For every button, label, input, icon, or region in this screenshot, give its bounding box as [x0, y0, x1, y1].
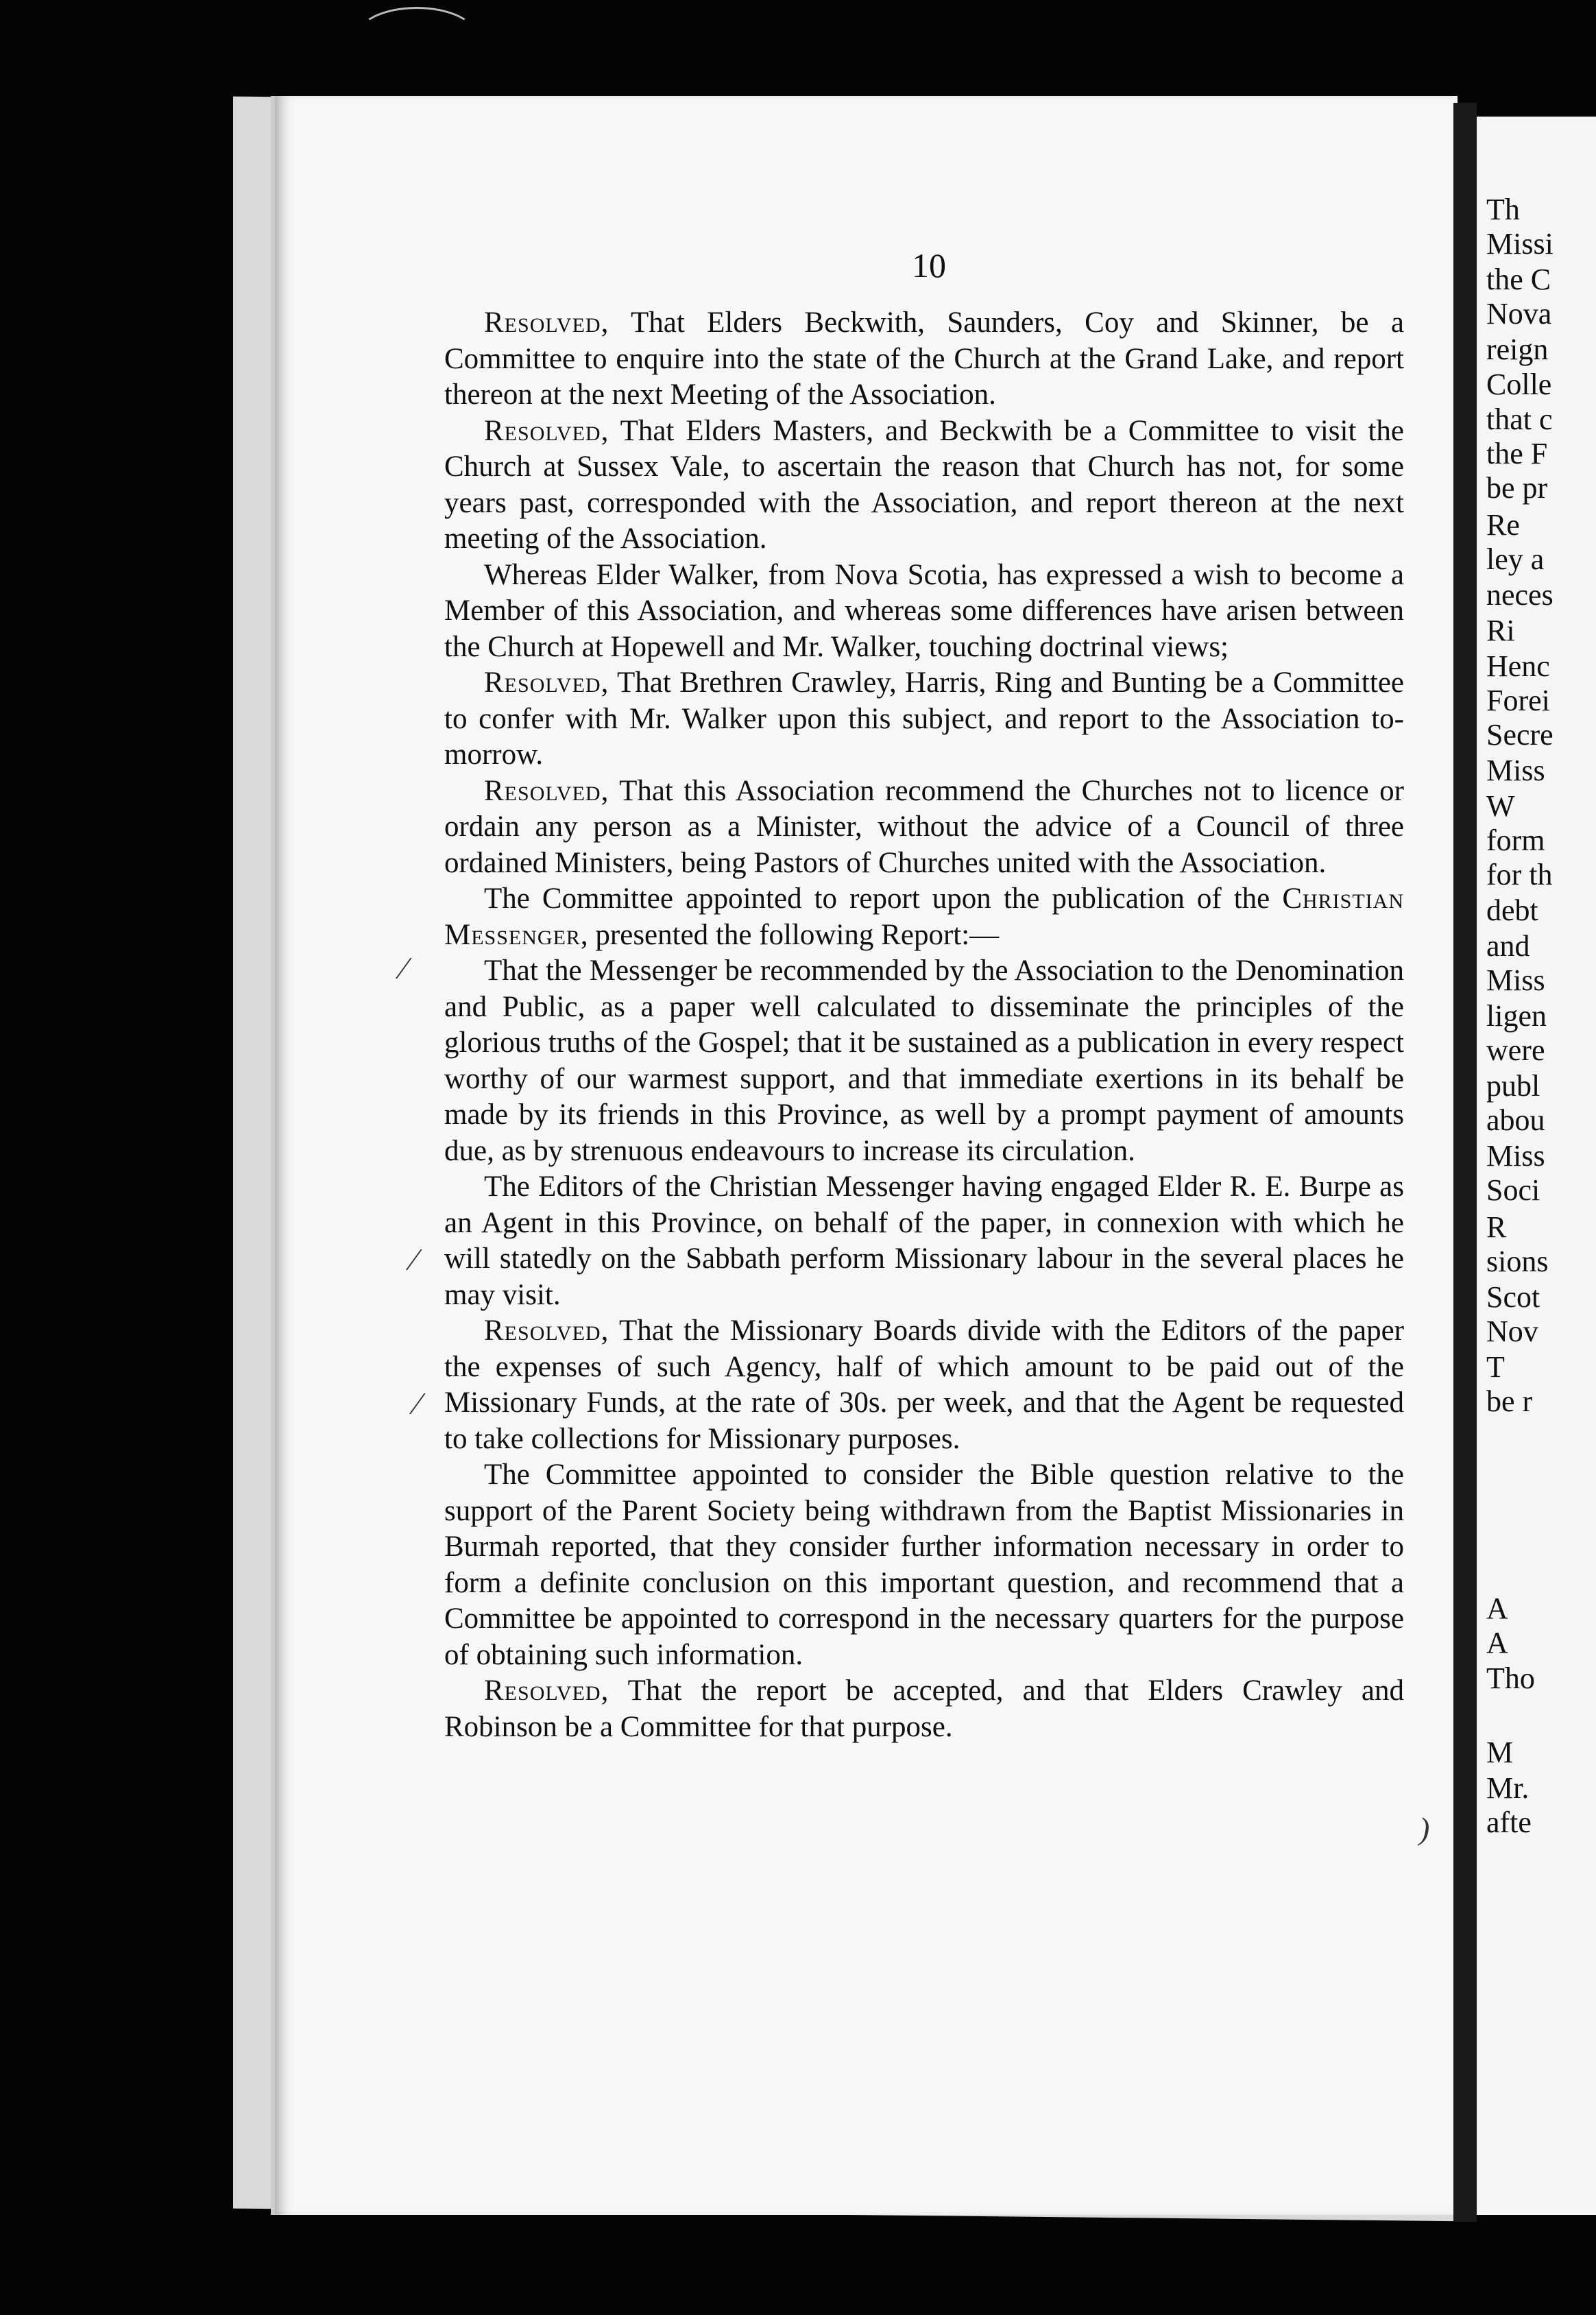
- paragraph: [444, 1457, 1404, 1673]
- paragraph: [444, 557, 1404, 666]
- paragraph-text: That the report be accepted, and that Elders Crawley and Robinson be a Committee for that purpose.: [444, 1675, 1404, 1743]
- facing-page-line: R: [1486, 1210, 1507, 1244]
- facing-page-line: Mr.: [1486, 1771, 1530, 1805]
- paragraph: [444, 881, 1404, 953]
- scan-hair-artifact: [356, 7, 477, 66]
- resolved-lead: Resolved,: [484, 1315, 609, 1347]
- facing-page-line: Secre: [1486, 718, 1553, 752]
- facing-page-line: the F: [1486, 437, 1548, 470]
- facing-page-line: Ri: [1486, 614, 1515, 647]
- facing-page-line: abou: [1486, 1103, 1545, 1137]
- facing-page-line: A: [1486, 1592, 1508, 1625]
- facing-page-line: ley a: [1486, 542, 1545, 576]
- facing-page-line: W: [1486, 789, 1515, 823]
- paragraph-text: Whereas Elder Walker, from Nova Scotia, has expressed a wish to become a Member of this Association, and whereas some differences have arisen between the Church at Hopewell and Mr. Walker, touching doctrinal views;: [444, 558, 1404, 663]
- facing-page-line: that c: [1486, 403, 1553, 436]
- page-body-text: [444, 305, 1404, 1745]
- facing-page-line: sions: [1486, 1245, 1549, 1278]
- facing-page-line: form: [1486, 824, 1545, 857]
- paragraph-text: That the Missionary Boards divide with the Editors of the paper the expenses of such Agency, half of which amount to be paid out of the Missionary Funds, at the rate of 30s. per week, and that the Agent be requested to take collections for Missionary purposes.: [444, 1315, 1404, 1455]
- facing-page-line: publ: [1486, 1069, 1540, 1103]
- facing-page-line: Soci: [1486, 1173, 1540, 1207]
- facing-page-line: were: [1486, 1033, 1545, 1067]
- paragraph-text: That Brethren Crawley, Harris, Ring and Bunting be a Committee to confer with Mr. Walker upon this subject, and report to the Association to-morrow.: [444, 667, 1404, 771]
- facing-page-line: for th: [1486, 858, 1553, 891]
- facing-page-fragment: [1477, 117, 1596, 2215]
- facing-page-line: Miss: [1486, 754, 1545, 787]
- facing-page-line: ligen: [1486, 999, 1547, 1033]
- facing-page-line: Miss: [1486, 963, 1545, 997]
- paragraph-text: The Committee appointed to consider the Bible question relative to the support of the Parent Society being withdrawn from the Baptist Missionaries in Burmah reported, that they consider further information necessary in order to form a definite conclusion on this important question, and recommend that a Committee be appointed to correspond in the necessary quarters for the purpose of obtaining such information.: [444, 1459, 1404, 1671]
- facing-page-line: Colle: [1486, 368, 1552, 401]
- resolved-lead: Resolved,: [484, 667, 609, 699]
- facing-page-line: A: [1486, 1626, 1508, 1659]
- facing-page-line: T: [1486, 1350, 1505, 1384]
- paragraph: [444, 1169, 1404, 1313]
- facing-page-line: Th: [1486, 193, 1520, 226]
- facing-page-line: the C: [1486, 263, 1551, 296]
- facing-page-line: Miss: [1486, 1139, 1545, 1173]
- paragraph-text: That Elders Masters, and Beckwith be a Committee to visit the Church at Sussex Vale, to ascertain the reason that Church has not, for some years past, corresponded with the Association, and report thereon at the next meeting of the Association.: [444, 414, 1404, 555]
- facing-page-line: Tho: [1486, 1662, 1535, 1695]
- facing-page-line: Henc: [1486, 649, 1550, 683]
- facing-page-line: neces: [1486, 578, 1553, 612]
- resolved-lead: Resolved,: [484, 307, 609, 339]
- paragraph-text: That Elders Beckwith, Saunders, Coy and Skinner, be a Committee to enquire into the state of the Church at the Grand Lake, and report thereon at the next Meeting of the Association.: [444, 307, 1404, 411]
- paragraph: [444, 305, 1404, 413]
- paragraph: [444, 665, 1404, 773]
- facing-page-line: and: [1486, 929, 1530, 963]
- margin-mark-3: ⁄: [415, 1386, 420, 1421]
- facing-page-line: Missi: [1486, 227, 1553, 261]
- paragraph-text: That this Association recommend the Churches not to licence or ordain any person as a Minister, without the advice of a Council of three ordained Ministers, being Pastors of Churches united with the Association.: [444, 774, 1404, 879]
- publication-name: Christian Messenger: [444, 883, 1404, 951]
- facing-page-line: Nova: [1486, 297, 1552, 331]
- paragraph-text: The Editors of the Christian Messenger having engaged Elder R. E. Burpe as an Agent in this Province, on behalf of the paper, in connexion with which he will statedly on the Sabbath perform Missionary labour in the several places he may visit.: [444, 1171, 1404, 1311]
- facing-page-line: Re: [1486, 508, 1520, 542]
- facing-page-line: debt: [1486, 893, 1538, 927]
- facing-page-line: M: [1486, 1736, 1514, 1769]
- facing-page-line: be r: [1486, 1384, 1533, 1418]
- facing-page-line: Nov: [1486, 1315, 1538, 1348]
- paragraph-text: That the Messenger be recommended by the Association to the Denomination and Public, as a paper well calculated to disseminate the principles of the glorious truths of the Gospel; that it be sustained as a publication in every respect worthy of our warmest support, and that immediate exertions in its behalf be made by its friends in this Province, as well by a prompt payment of amounts due, as by strenuous endeavours to increase its circulation.: [444, 955, 1404, 1167]
- paragraph: [444, 1673, 1404, 1745]
- facing-page-line: Scot: [1486, 1280, 1540, 1314]
- resolved-lead: Resolved,: [484, 774, 609, 807]
- page-number: 10: [912, 246, 946, 285]
- book-gutter: [1453, 103, 1477, 2222]
- paragraph: [444, 953, 1404, 1169]
- facing-page-line: afte: [1486, 1806, 1532, 1839]
- paragraph: [444, 1313, 1404, 1457]
- paragraph-text: The Committee appointed to report upon the publication of the: [484, 883, 1283, 915]
- margin-mark-2: ⁄: [411, 1242, 417, 1277]
- facing-page-line: reign: [1486, 333, 1549, 366]
- paragraph: [444, 773, 1404, 882]
- paragraph-text-tail: , presented the following Report:—: [580, 918, 1000, 951]
- paragraph: [444, 413, 1404, 557]
- margin-mark-1: ⁄: [401, 950, 407, 985]
- resolved-lead: Resolved,: [484, 414, 609, 447]
- facing-page-line: be pr: [1486, 471, 1548, 505]
- margin-mark-4: ): [1419, 1811, 1430, 1846]
- facing-page-line: Forei: [1486, 684, 1550, 717]
- resolved-lead: Resolved,: [484, 1675, 609, 1707]
